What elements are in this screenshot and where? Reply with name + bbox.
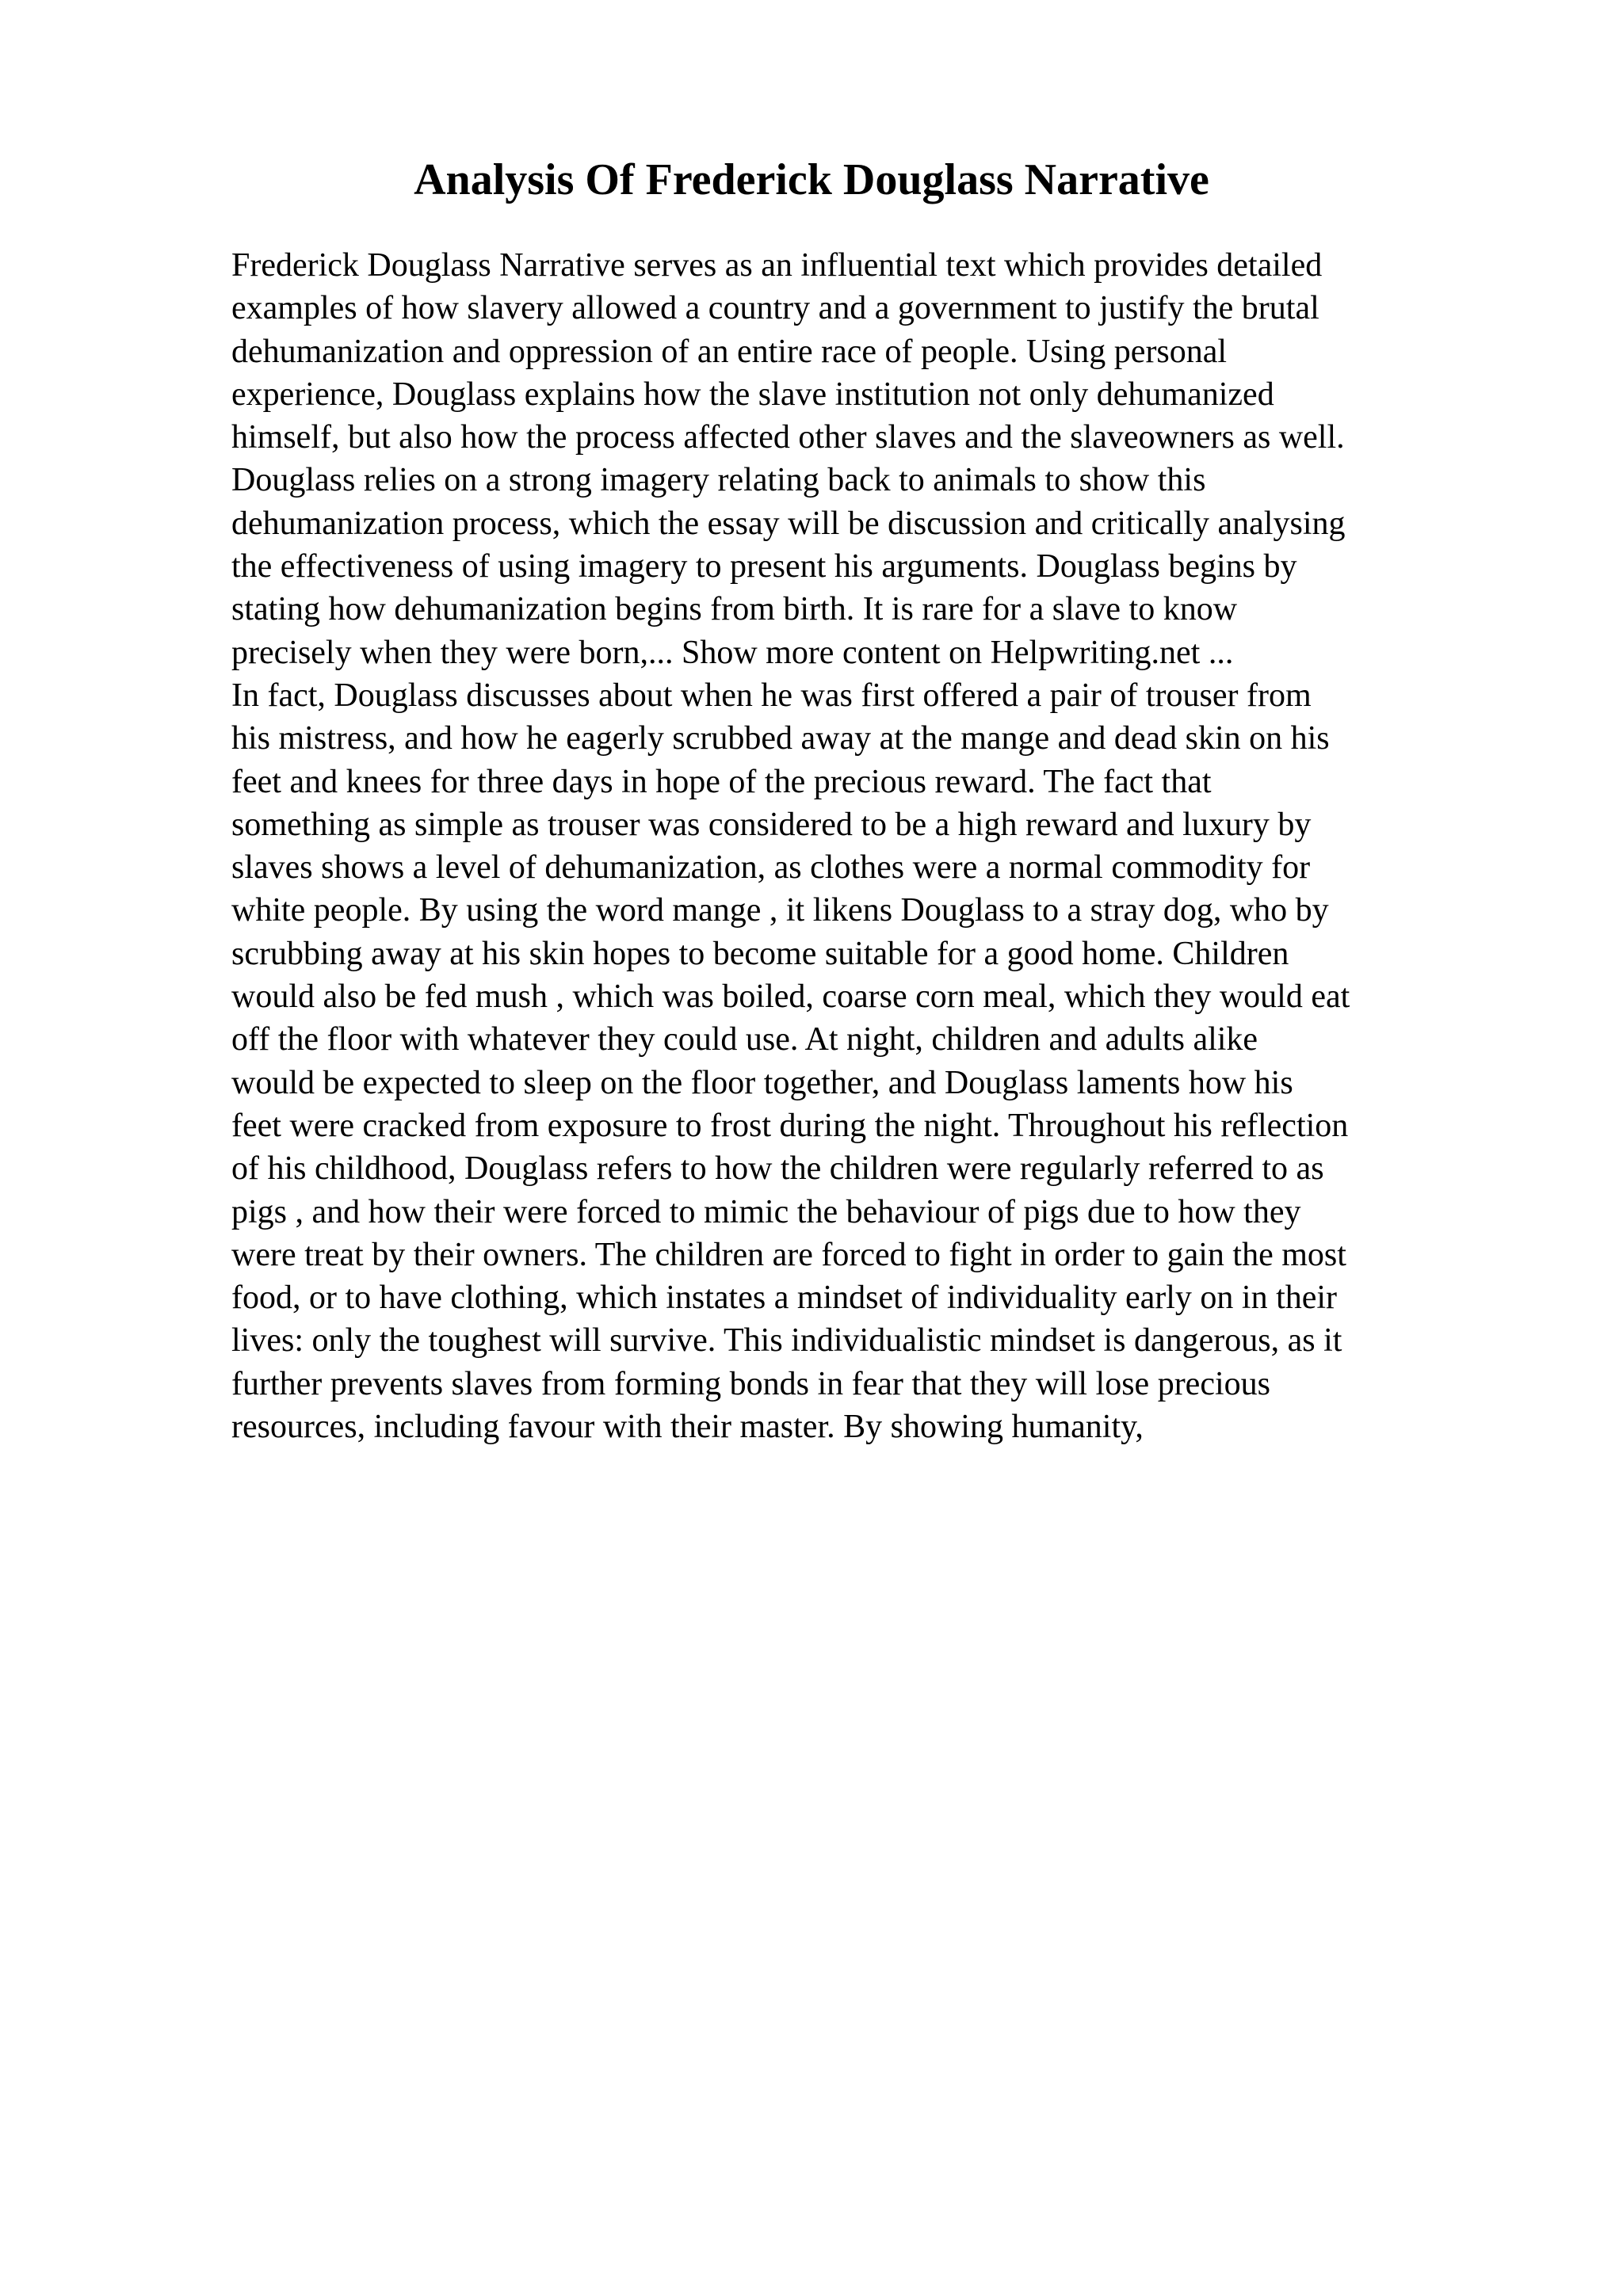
body-line: resources, including favour with their master. By showing humanity, bbox=[231, 1409, 1144, 1446]
body-line: scrubbing away at his skin hopes to become suitable for a good home. Children bbox=[231, 935, 1289, 972]
body-line: experience, Douglass explains how the slave institution not only dehumanized bbox=[231, 376, 1274, 413]
body-line: something as simple as trouser was considered to be a high reward and luxury by bbox=[231, 806, 1312, 843]
body-line: lives: only the toughest will survive. This individualistic mindset is dangerous, as it bbox=[231, 1322, 1342, 1360]
body-line: would be expected to sleep on the floor together, and Douglass laments how his bbox=[231, 1064, 1293, 1101]
body-line: slaves shows a level of dehumanization, as clothes were a normal commodity for bbox=[231, 849, 1311, 887]
body-line: the effectiveness of using imagery to present his arguments. Douglass begins by bbox=[231, 548, 1297, 585]
body-line: dehumanization process, which the essay will be discussion and critically analysing bbox=[231, 505, 1346, 542]
body-line: In fact, Douglass discusses about when he was first offered a pair of trouser from bbox=[231, 677, 1312, 714]
document-title: Analysis Of Frederick Douglass Narrative bbox=[414, 155, 1209, 204]
body-line: stating how dehumanization begins from birth. It is rare for a slave to know bbox=[231, 591, 1238, 628]
body-line: his mistress, and how he eagerly scrubbed away at the mange and dead skin on his bbox=[231, 720, 1330, 757]
body-line: dehumanization and oppression of an entire race of people. Using personal bbox=[231, 333, 1228, 370]
body-line: Frederick Douglass Narrative serves as an influential text which provides detailed bbox=[231, 247, 1323, 284]
body-line: Douglass relies on a strong imagery relating back to animals to show this bbox=[231, 462, 1206, 499]
body-line: feet and knees for three days in hope of the precious reward. The fact that bbox=[231, 763, 1212, 800]
body-line: feet were cracked from exposure to frost during the night. Throughout his reflection bbox=[231, 1107, 1349, 1144]
body-line: were treat by their owners. The children are forced to fight in order to gain the most bbox=[231, 1236, 1346, 1273]
body-line: precisely when they were born,... Show more content on Helpwriting.net ... bbox=[231, 634, 1234, 671]
body-line: of his childhood, Douglass refers to how the children were regularly referred to as bbox=[231, 1150, 1324, 1188]
body-line: pigs , and how their were forced to mimic the behaviour of pigs due to how they bbox=[231, 1193, 1301, 1230]
body-line: himself, but also how the process affected other slaves and the slaveowners as well. bbox=[231, 419, 1345, 456]
body-line: off the floor with whatever they could use. At night, children and adults alike bbox=[231, 1021, 1258, 1058]
document-body bbox=[231, 244, 1515, 1448]
body-line: would also be fed mush , which was boiled, coarse corn meal, which they would eat bbox=[231, 978, 1350, 1016]
body-line: food, or to have clothing, which instates a mindset of individuality early on in their bbox=[231, 1280, 1338, 1317]
body-line: white people. By using the word mange , it likens Douglass to a stray dog, who by bbox=[231, 892, 1329, 929]
body-line: further prevents slaves from forming bonds in fear that they will lose precious bbox=[231, 1365, 1270, 1402]
body-line: examples of how slavery allowed a country and a government to justify the brutal bbox=[231, 290, 1319, 327]
